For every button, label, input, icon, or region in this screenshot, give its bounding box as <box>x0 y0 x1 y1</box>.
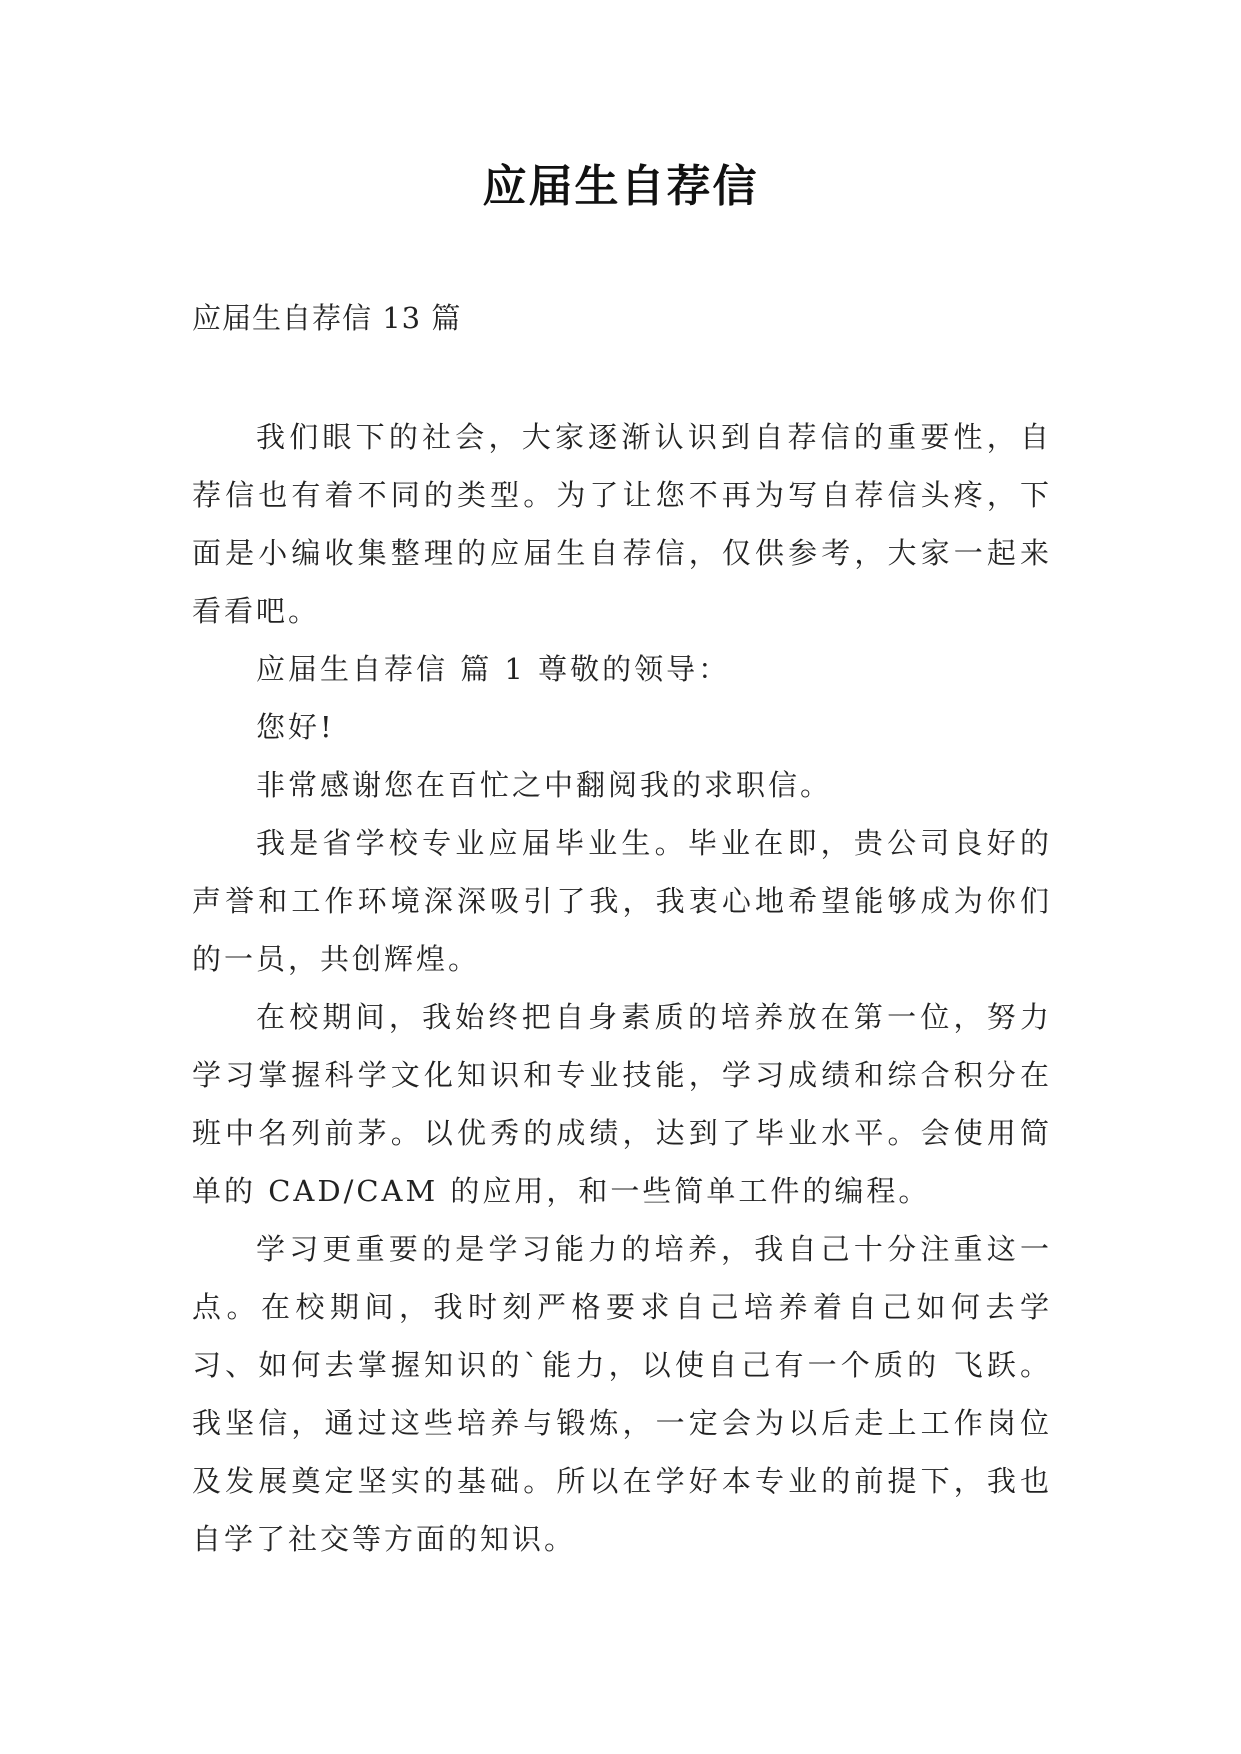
paragraph-intro: 我们眼下的社会，大家逐渐认识到自荐信的重要性，自荐信也有着不同的类型。为了让您不再为写自荐信头疼，下面是小编收集整理的应届生自荐信，仅供参考，大家一起来看看吧。 <box>192 420 1052 628</box>
document-title: 应届生自荐信 <box>482 161 759 212</box>
document-subtitle: 应届生自荐信 13 篇 <box>192 301 462 335</box>
paragraph-introduction: 我是省学校专业应届毕业生。毕业在即，贵公司良好的声誉和工作环境深深吸引了我，我衷心地希望能够成为你们的一员，共创辉煌。 <box>192 826 1052 976</box>
paragraph-studies: 在校期间，我始终把自身素质的培养放在第一位，努力学习掌握科学文化知识和专业技能，学习成绩和综合积分在班中名列前茅。以优秀的成绩，达到了毕业水平。会使用简单的 CAD/CAM 的应用，和一些简单工件的编程。 <box>192 1000 1052 1208</box>
paragraph-salutation: 应届生自荐信 篇 1 尊敬的领导： <box>256 652 731 686</box>
paragraph-thanks: 非常感谢您在百忙之中翻阅我的求职信。 <box>256 768 833 802</box>
paragraph-greeting: 您好! <box>256 710 335 744</box>
document-body <box>192 408 1052 1568</box>
paragraph-learning-ability: 学习更重要的是学习能力的培养，我自己十分注重这一点。在校期间，我时刻严格要求自己培养着自己如何去学习、如何去掌握知识的`能力，以使自己有一个质的 飞跃。我坚信，通过这些培养与锻炼，一定会为以后走上工作岗位及发展奠定坚实的基础。所以在学好本专业的前提下，我也自学了社交等方面的知识。 <box>192 1232 1052 1556</box>
